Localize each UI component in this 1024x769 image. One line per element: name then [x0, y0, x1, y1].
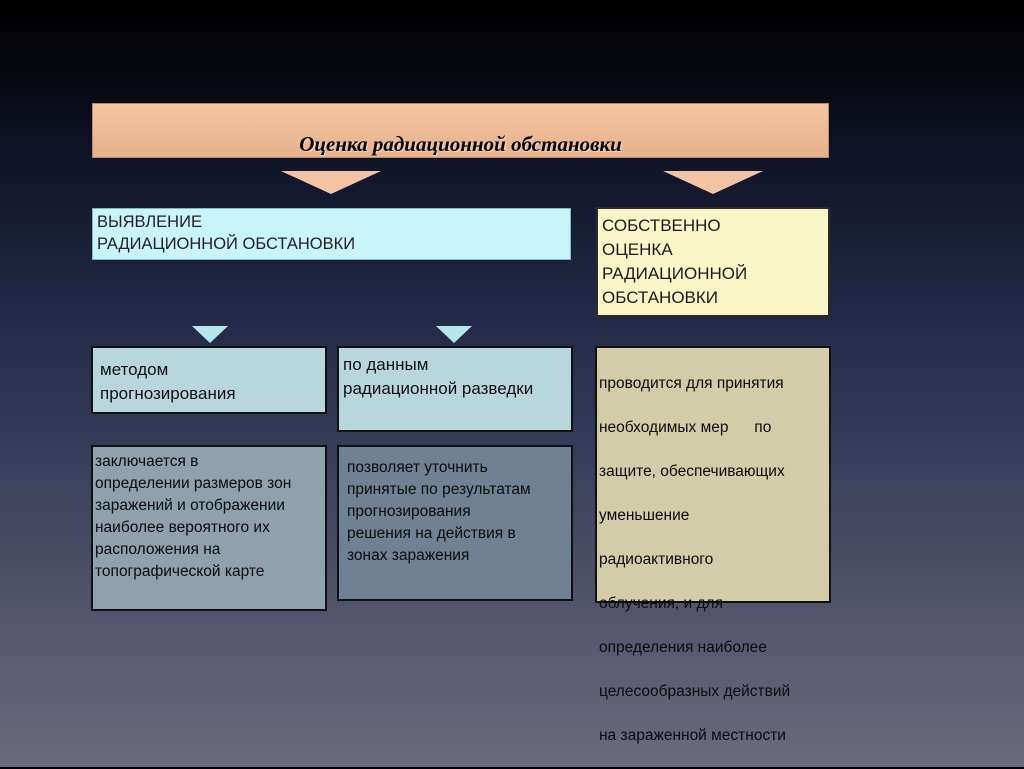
own-assessment-line: ОЦЕНКА — [602, 240, 673, 259]
own-description-line: радиоактивного — [599, 551, 714, 568]
method-recon-box — [337, 346, 573, 432]
reveal-line: РАДИАЦИОННОЙ ОБСТАНОВКИ — [97, 235, 356, 253]
reveal-box — [92, 208, 571, 260]
own-description-line: на зараженной местности — [599, 727, 786, 744]
forecast-description-line: определении размеров зон — [95, 475, 292, 492]
arrow-down-icon — [281, 171, 381, 194]
forecast-description-line: заключается в — [95, 453, 199, 470]
recon-description-box — [337, 445, 573, 601]
own-assessment-line: ОБСТАНОВКИ — [602, 288, 719, 307]
recon-description-line: зонах заражения — [347, 547, 470, 564]
recon-description-line: прогнозирования — [347, 503, 471, 520]
recon-description-line: решения на действия в — [347, 525, 516, 542]
own-description-box — [595, 346, 831, 744]
forecast-description-line: топографической карте — [95, 563, 265, 580]
own-assessment-box — [596, 207, 830, 317]
arrow-down-icon — [436, 326, 472, 343]
forecast-description-box — [91, 445, 327, 611]
arrow-down-icon — [192, 326, 228, 343]
own-description-line: целесообразных действий — [599, 683, 791, 700]
forecast-description-line: заражений и отображении — [95, 497, 285, 514]
reveal-line: ВЫЯВЛЕНИЕ — [97, 213, 202, 231]
own-assessment-line: РАДИАЦИОННОЙ — [602, 264, 748, 283]
method-recon-line: по данным — [343, 355, 429, 374]
own-description-line: необходимых мер по — [599, 419, 772, 436]
title-box — [92, 103, 829, 158]
forecast-description-line: наиболее вероятного их — [95, 519, 270, 536]
own-description-line: определения наиболее — [599, 639, 767, 656]
method-forecast-line: прогнозирования — [100, 384, 236, 403]
own-assessment-line: СОБСТВЕННО — [602, 216, 721, 235]
recon-description-line: принятые по результатам — [347, 481, 531, 498]
diagram-title: Оценка радиационной обстановки — [299, 132, 622, 156]
method-forecast-line: методом — [100, 360, 169, 379]
method-recon-line: радиационной разведки — [343, 379, 534, 398]
method-forecast-box — [91, 346, 327, 414]
own-description-line: облучения, и для — [599, 595, 723, 612]
forecast-description-line: расположения на — [95, 541, 221, 558]
own-description-line: проводится для принятия — [599, 375, 784, 392]
arrow-down-icon — [663, 171, 763, 194]
own-description-line: защите, обеспечивающих — [599, 463, 785, 480]
recon-description-line: позволяет уточнить — [347, 459, 488, 476]
own-description-line: уменьшение — [599, 507, 690, 524]
